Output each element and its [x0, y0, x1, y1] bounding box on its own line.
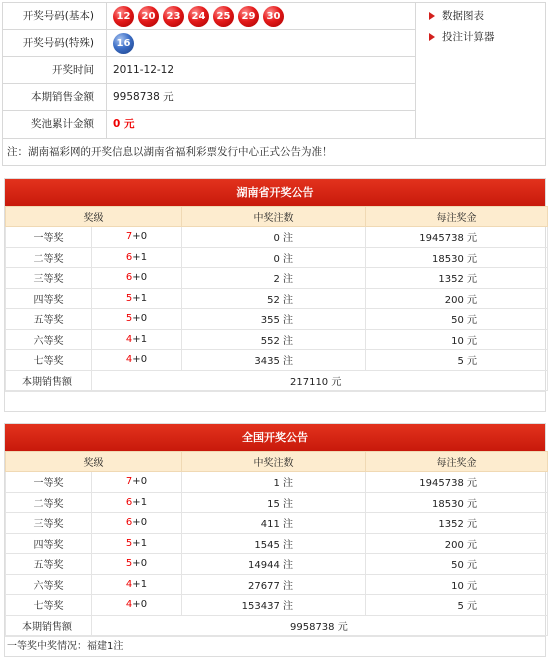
prize-amount: 200 元: [366, 533, 548, 554]
header-count: 中奖注数: [182, 207, 366, 227]
match-main: 6: [125, 517, 133, 529]
table-row: [6, 350, 548, 371]
match-rule: [92, 554, 182, 575]
prize-level: 四等奖: [6, 533, 92, 554]
match-main: 4: [125, 599, 133, 611]
prize-amount: 1945738 元: [366, 227, 548, 248]
red-ball: 23: [163, 6, 184, 27]
match-op: +: [132, 272, 141, 284]
match-main: 6: [125, 251, 133, 263]
prize-level: 二等奖: [6, 492, 92, 513]
match-op: +: [132, 496, 141, 508]
match-rule: [92, 492, 182, 513]
winner-count: 552 注: [182, 329, 366, 350]
table-row: [6, 309, 548, 330]
red-ball: 29: [238, 6, 259, 27]
match-op: +: [132, 558, 141, 570]
special-balls: [113, 33, 134, 54]
provincial-prize-table: [5, 206, 548, 391]
data-chart-link-label: 数据图表: [442, 10, 484, 22]
match-main: 4: [125, 354, 133, 366]
sales-total-value: 217110 元: [92, 370, 548, 391]
table-row: [6, 513, 548, 534]
basic-numbers-row: [3, 3, 415, 30]
table-row: [6, 227, 548, 248]
match-rule: [92, 595, 182, 616]
table-row: [6, 268, 548, 289]
prize-level: 一等奖: [6, 227, 92, 248]
prize-level: 四等奖: [6, 288, 92, 309]
prize-amount: 5 元: [366, 350, 548, 371]
match-rule: [92, 513, 182, 534]
match-main: 5: [125, 313, 133, 325]
provincial-results-panel: [4, 178, 546, 412]
basic-numbers-label: 开奖号码(基本): [3, 3, 107, 29]
arrow-right-icon: [429, 33, 435, 41]
match-op: +: [132, 578, 141, 590]
prize-level: 三等奖: [6, 268, 92, 289]
red-ball: 20: [138, 6, 159, 27]
match-special: 0: [140, 558, 148, 570]
match-op: +: [132, 333, 141, 345]
arrow-right-icon: [429, 12, 435, 20]
table-row: [6, 492, 548, 513]
jackpot-pool-row: [3, 111, 415, 138]
sales-amount-row: [3, 84, 415, 111]
jackpot-pool-label: 奖池累计金额: [3, 111, 107, 138]
winner-count: 0 注: [182, 247, 366, 268]
table-row: [6, 247, 548, 268]
match-rule: [92, 227, 182, 248]
national-rows: [6, 472, 548, 636]
match-main: 7: [125, 231, 133, 243]
winner-count: 2 注: [182, 268, 366, 289]
national-results-panel: [4, 423, 546, 657]
prize-amount: 1352 元: [366, 513, 548, 534]
prize-level: 七等奖: [6, 595, 92, 616]
winner-count: 15 注: [182, 492, 366, 513]
special-number-label: 开奖号码(特殊): [3, 30, 107, 56]
match-main: 5: [125, 537, 133, 549]
winner-count: 153437 注: [182, 595, 366, 616]
sales-total-row: [6, 615, 548, 636]
match-special: 1: [140, 578, 148, 590]
match-special: 0: [140, 476, 148, 488]
match-special: 1: [140, 292, 148, 304]
national-prize-table: [5, 451, 548, 636]
red-ball: 30: [263, 6, 284, 27]
winner-count: 355 注: [182, 309, 366, 330]
table-header-row: [6, 207, 548, 227]
match-op: +: [132, 599, 141, 611]
match-op: +: [132, 354, 141, 366]
match-main: 6: [125, 496, 133, 508]
prize-amount: 10 元: [366, 574, 548, 595]
table-row: [6, 574, 548, 595]
table-row: [6, 288, 548, 309]
match-special: 0: [140, 354, 148, 366]
match-special: 0: [140, 517, 148, 529]
prize-amount: 50 元: [366, 309, 548, 330]
header-prize: 每注奖金: [366, 207, 548, 227]
match-rule: [92, 472, 182, 493]
sales-amount-label: 本期销售金额: [3, 84, 107, 110]
red-ball: 25: [213, 6, 234, 27]
winner-count: 1 注: [182, 472, 366, 493]
winner-count: 14944 注: [182, 554, 366, 575]
match-main: 7: [125, 476, 133, 488]
match-rule: [92, 268, 182, 289]
prize-level: 五等奖: [6, 554, 92, 575]
prize-amount: 1945738 元: [366, 472, 548, 493]
match-special: 1: [140, 333, 148, 345]
draw-date-label: 开奖时间: [3, 57, 107, 83]
match-special: 1: [140, 537, 148, 549]
prize-amount: 200 元: [366, 288, 548, 309]
data-chart-link[interactable]: [442, 8, 484, 24]
blue-ball: 16: [113, 33, 134, 54]
prize-level: 七等奖: [6, 350, 92, 371]
match-special: 0: [140, 231, 148, 243]
bet-calculator-link[interactable]: [442, 29, 495, 45]
match-op: +: [132, 292, 141, 304]
match-rule: [92, 533, 182, 554]
match-main: 5: [125, 292, 133, 304]
panel-footer-spacer: [5, 391, 545, 411]
winner-count: 27677 注: [182, 574, 366, 595]
match-rule: [92, 574, 182, 595]
provincial-rows: [6, 227, 548, 391]
sales-total-row: [6, 370, 548, 391]
national-title: 全国开奖公告: [5, 424, 545, 451]
table-row: [6, 554, 548, 575]
winner-count: 1545 注: [182, 533, 366, 554]
sales-total-value: 9958738 元: [92, 615, 548, 636]
match-op: +: [132, 231, 141, 243]
first-prize-note: 一等奖中奖情况：福建1注: [5, 636, 545, 656]
match-main: 4: [125, 333, 133, 345]
draw-info-table: [3, 3, 415, 138]
header-count: 中奖注数: [182, 452, 366, 472]
prize-level: 六等奖: [6, 329, 92, 350]
match-op: +: [132, 476, 141, 488]
match-special: 1: [140, 496, 148, 508]
draw-date-row: [3, 57, 415, 84]
match-main: 4: [125, 578, 133, 590]
match-special: 1: [140, 251, 148, 263]
red-ball: 24: [188, 6, 209, 27]
prize-amount: 50 元: [366, 554, 548, 575]
table-row: [6, 595, 548, 616]
match-special: 0: [140, 272, 148, 284]
jackpot-pool-value: 0 元: [113, 118, 135, 130]
draw-date-value: 2011-12-12: [113, 64, 175, 76]
match-special: 0: [140, 313, 148, 325]
prize-level: 六等奖: [6, 574, 92, 595]
sales-amount-value: 9958738 元: [113, 91, 174, 103]
prize-level: 二等奖: [6, 247, 92, 268]
basic-balls: [113, 6, 284, 27]
match-rule: [92, 247, 182, 268]
prize-level: 三等奖: [6, 513, 92, 534]
prize-amount: 5 元: [366, 595, 548, 616]
match-rule: [92, 329, 182, 350]
winner-count: 0 注: [182, 227, 366, 248]
match-op: +: [132, 313, 141, 325]
match-special: 0: [140, 599, 148, 611]
table-row: [6, 329, 548, 350]
match-rule: [92, 350, 182, 371]
winner-count: 3435 注: [182, 350, 366, 371]
header-level: 奖级: [6, 452, 182, 472]
header-prize: 每注奖金: [366, 452, 548, 472]
table-row: [6, 533, 548, 554]
prize-amount: 18530 元: [366, 247, 548, 268]
provincial-title: 湖南省开奖公告: [5, 179, 545, 206]
match-op: +: [132, 251, 141, 263]
winner-count: 411 注: [182, 513, 366, 534]
prize-amount: 1352 元: [366, 268, 548, 289]
match-main: 5: [125, 558, 133, 570]
match-rule: [92, 288, 182, 309]
prize-level: 五等奖: [6, 309, 92, 330]
sales-total-label: 本期销售额: [6, 615, 92, 636]
bet-calculator-link-label: 投注计算器: [442, 31, 495, 43]
match-op: +: [132, 537, 141, 549]
table-header-row: [6, 452, 548, 472]
prize-amount: 18530 元: [366, 492, 548, 513]
table-row: [6, 472, 548, 493]
match-rule: [92, 309, 182, 330]
prize-level: 一等奖: [6, 472, 92, 493]
draw-info-panel: [2, 2, 546, 139]
sales-total-label: 本期销售额: [6, 370, 92, 391]
header-level: 奖级: [6, 207, 182, 227]
match-op: +: [132, 517, 141, 529]
prize-amount: 10 元: [366, 329, 548, 350]
red-ball: 12: [113, 6, 134, 27]
match-main: 6: [125, 272, 133, 284]
winner-count: 52 注: [182, 288, 366, 309]
special-number-row: [3, 30, 415, 57]
official-notice: 注：湖南福彩网的开奖信息以湖南省福利彩票发行中心正式公告为准！: [2, 139, 546, 166]
side-links: [415, 3, 546, 138]
